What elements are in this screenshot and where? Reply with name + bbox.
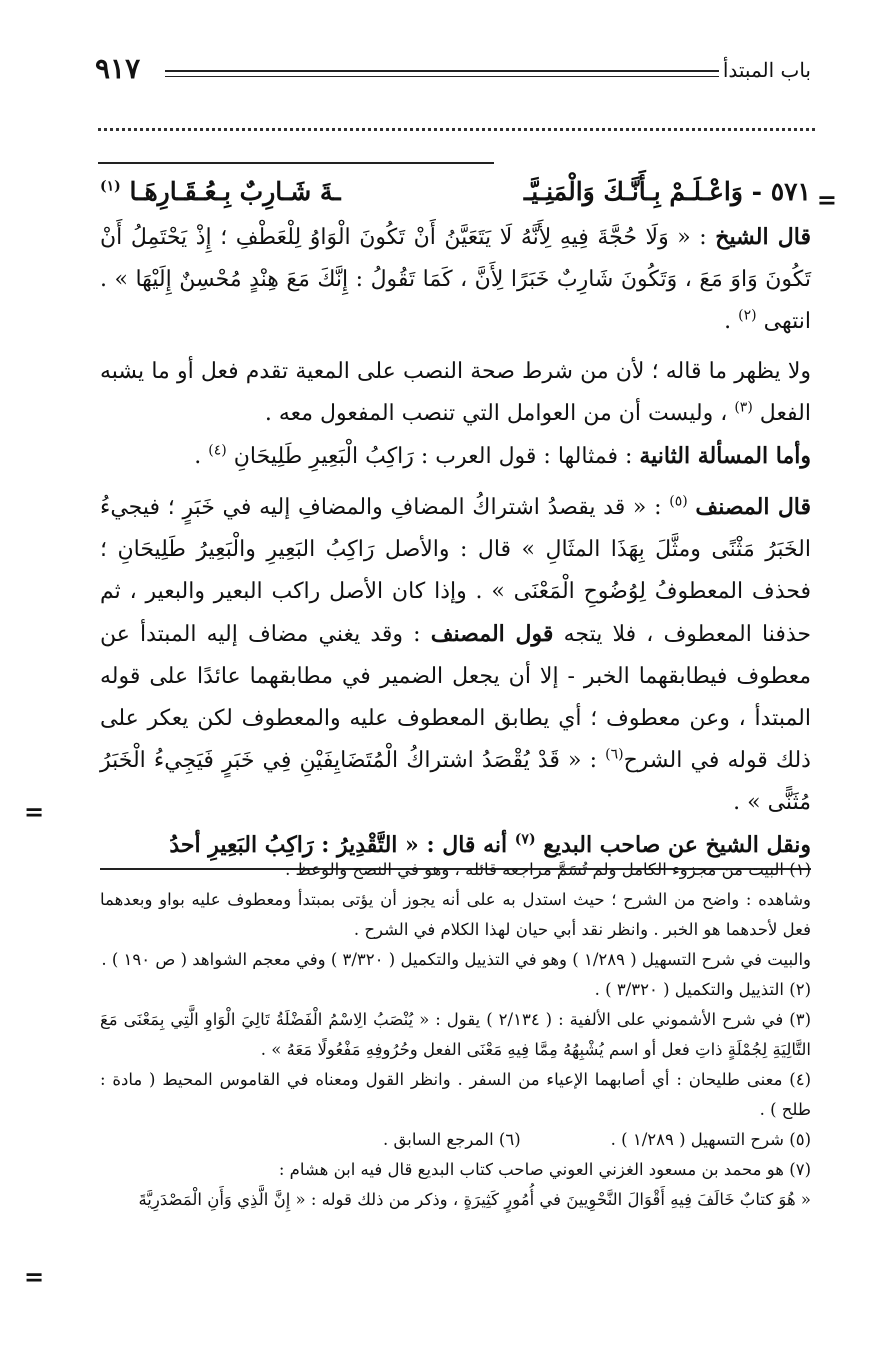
footnote-7-b: « هُوَ كتابٌ خَالَفَ فِيهِ أَقْوَالَ النَّحْوِيينَ في أُمُورٍ كَثِيرَةٍ ، وذكر من ذلك قوله : « إِنَّ الَّذِي وَأَنِ الْمَصْدَرِيَّةَ [138, 1190, 811, 1209]
paragraph-text: ، وليست أن من العوامل التي تنصب المفعول معه . [264, 401, 728, 426]
footnote-ref: (٧) [514, 831, 536, 848]
dotted-separator [98, 128, 815, 141]
paragraph-text: ولا يظهر ما قاله ؛ لأن من شرط صحة النصب على المعية تقدم فعل أو ما يشبه الفعل [100, 359, 811, 426]
footnote-5: (٥) شرح التسهيل ( ١/٢٨٩ ) . [610, 1130, 811, 1149]
paragraph-3: وأما المسألة الثانية : فمثالها : قول العرب : رَاكِبُ الْبَعِيرِ طَلِيحَانِ $^{(٤)}$ . [194, 442, 811, 469]
chapter-title: باب المبتدأ [722, 58, 811, 82]
main-text [100, 168, 811, 870]
footnote-ref: (٤) [208, 442, 227, 459]
paragraph-text: : وقد يغني مضاف إليه المبتدأ عن معطوف فيطابقهما الخبر - إلا أن يجعل الضمير في مطابقهما عائدًا على قوله المبتدأ ، وعن معطوف ؛ أي يطابق المعطوف عليه والمعطوف لكن يعكر على ذلك قوله في الشرح [100, 622, 811, 773]
paragraph-text: : فمثالها : قول العرب : رَاكِبُ الْبَعِيرِ طَلِيحَانِ [233, 444, 633, 469]
footnote-1: (١) البيت من مجزوء الكامل ولم تُسَمَّ مراجعه قائله ، وهو في النصح والوعظ . [285, 860, 811, 879]
continuation-mark-right: = [816, 185, 837, 214]
footnote-6: (٦) المرجع السابق . [382, 1130, 521, 1149]
paragraph-2 [100, 351, 811, 435]
section-label: وأما المسألة الثانية [639, 443, 811, 469]
verse-number: ٥٧١ - [751, 177, 811, 206]
paragraph-text: : « وَلَا حُجَّةَ فِيهِ لِأَنَّهُ لَا يَتَعَيَّنُ أَنْ تَكُونَ الْوَاوُ لِلْعَطْفِ ؛ إِذْ يَحْتَمِلُ أَنْ تَكُونَ وَاوَ مَعَ ، وَتَكُونَ شَارِبٌ خَبَرًا لِأَنَّ ، كَمَا تَقُولُ : إِنَّكَ مَعَ هِنْدٍ مُحْسِنٌ إِلَيْهَا » . انتهى [100, 225, 811, 334]
footnote-7: (٧) هو محمد بن مسعود الغزني العوني صاحب كتاب البديع قال فيه ابن هشام : [278, 1160, 811, 1179]
paragraph-4 [100, 486, 811, 824]
page-number: ٩١٧ [95, 52, 141, 85]
footnote-2: (٢) التذييل والتكميل ( ٣/٣٢٠ ) . [594, 980, 811, 999]
speaker-label: قال المصنف [695, 494, 812, 520]
speaker-label: قول المصنف [430, 621, 554, 647]
footnote-ref: (٦) [605, 746, 624, 763]
footnote-ref: (٢) [738, 307, 757, 324]
verse-line [100, 168, 811, 216]
paragraph-text: أنه قال : « التَّقْدِيرُ : رَاكِبُ البَعِيرِ أحدُ [169, 832, 508, 858]
footnote-continuation-mark: = [24, 1262, 45, 1291]
speaker-label: ونقل الشيخ عن صاحب البديع [543, 832, 811, 858]
verse-hemistich-2: ـةَ شَـارِبٌ بِـعُـقَـارِهَـا [129, 177, 341, 206]
footnote-1-b: وشاهده : واضح من الشرح ؛ حيث استدل به على أنه يجوز أن يؤتى بمبتدأ ومعطوف عليه بواو وبعدهما فعل لأحدهما هو الخبر . وانظر نقد أبي حيان لهذا الكلام في الشرح . [100, 890, 811, 939]
speaker-label: قال الشيخ [715, 224, 811, 250]
header-rule [165, 70, 719, 72]
verse-second-half [100, 168, 341, 216]
page-header [95, 50, 811, 90]
paragraph-text: : « قَدْ يُقْصَدُ اشتراكُ الْمُتَضَايِفَيْنِ فِي خَبَرٍ فَيَجِيءُ الْخَبَرُ مُثَنًّى » . [100, 748, 811, 815]
footnote-ref: (١) [100, 178, 121, 195]
footnote-3: (٣) في شرح الأشموني على الألفية : ( ٢/١٣٤ ) يقول : « يُنْصَبُ الِاسْمُ الْفَضْلَةُ تَالِيَ الْوَاوِ الَّتِي بِمَعْنَى مَعَ التَّالِيَةِ لِجُمْلَةٍ ذاتِ فعل أو اسم يُشْبِهُهُ مِمَّا فِيهِ مَعْنَى الفعل وحُرُوفِهِ مَفْعُولًا مَعَهُ » . [100, 1010, 811, 1059]
paragraph-text: : « قد يقصدُ اشتراكُ المضافِ والمضافِ إليه في خَبَرٍ ؛ فيجيءُ الخَبَرُ مَثْنًى ومثَّلَ بِهَذَا المثَالِ » قال : والأصل رَاكِبُ البَعِيرِ والْبَعِيرُ طَلِيحَانِ ؛ فحذف المعطوفُ لِوُضُوحِ الْمَعْنَى » . وإذا كان الأصل راكب البعير والبعير ، ثم حذفنا المعطوف ، فلا يتجه [100, 495, 811, 647]
verse-first-half [524, 168, 811, 216]
paragraph-1: قال الشيخ : « وَلَا حُجَّةَ فِيهِ لِأَنَّهُ لَا يَتَعَيَّنُ أَنْ تَكُونَ الْوَاوُ لِلْعَطْفِ ؛ إِذْ يَحْتَمِلُ أَنْ تَكُونَ وَاوَ مَعَ ، وَتَكُونَ شَارِبٌ خَبَرًا لِأَنَّ ، كَمَا تَقُولُ : إِنَّكَ مَعَ هِنْدٍ مُحْسِنٌ إِلَيْهَا » . انتهى $^{(٢)}$ . [100, 224, 811, 334]
footnote-ref: (٣) [734, 399, 753, 416]
footnotes-5-6 [100, 1125, 811, 1155]
continuation-mark-left: = [24, 797, 45, 826]
verse-hemistich-1: وَاعْـلَـمْ بِـأَنَّـكَ وَالْمَنِـيَّـ [523, 177, 743, 206]
footnote-4: (٤) معنى طليحان : أي أصابهما الإعياء من السفر . وانظر القول ومعناه في القاموس المحيط ( مادة : طلح ) . [100, 1070, 811, 1119]
footnote-1-c: والبيت في شرح التسهيل ( ١/٢٨٩ ) وهو في التذييل والتكميل ( ٣/٣٢٠ ) وفي معجم الشواهد ( ص ١٩٠ ) . [101, 950, 811, 969]
verse-rule [98, 162, 494, 164]
footnotes [100, 855, 811, 1215]
footnote-ref: (٥) [669, 493, 688, 510]
header-rule-thin [165, 76, 719, 77]
